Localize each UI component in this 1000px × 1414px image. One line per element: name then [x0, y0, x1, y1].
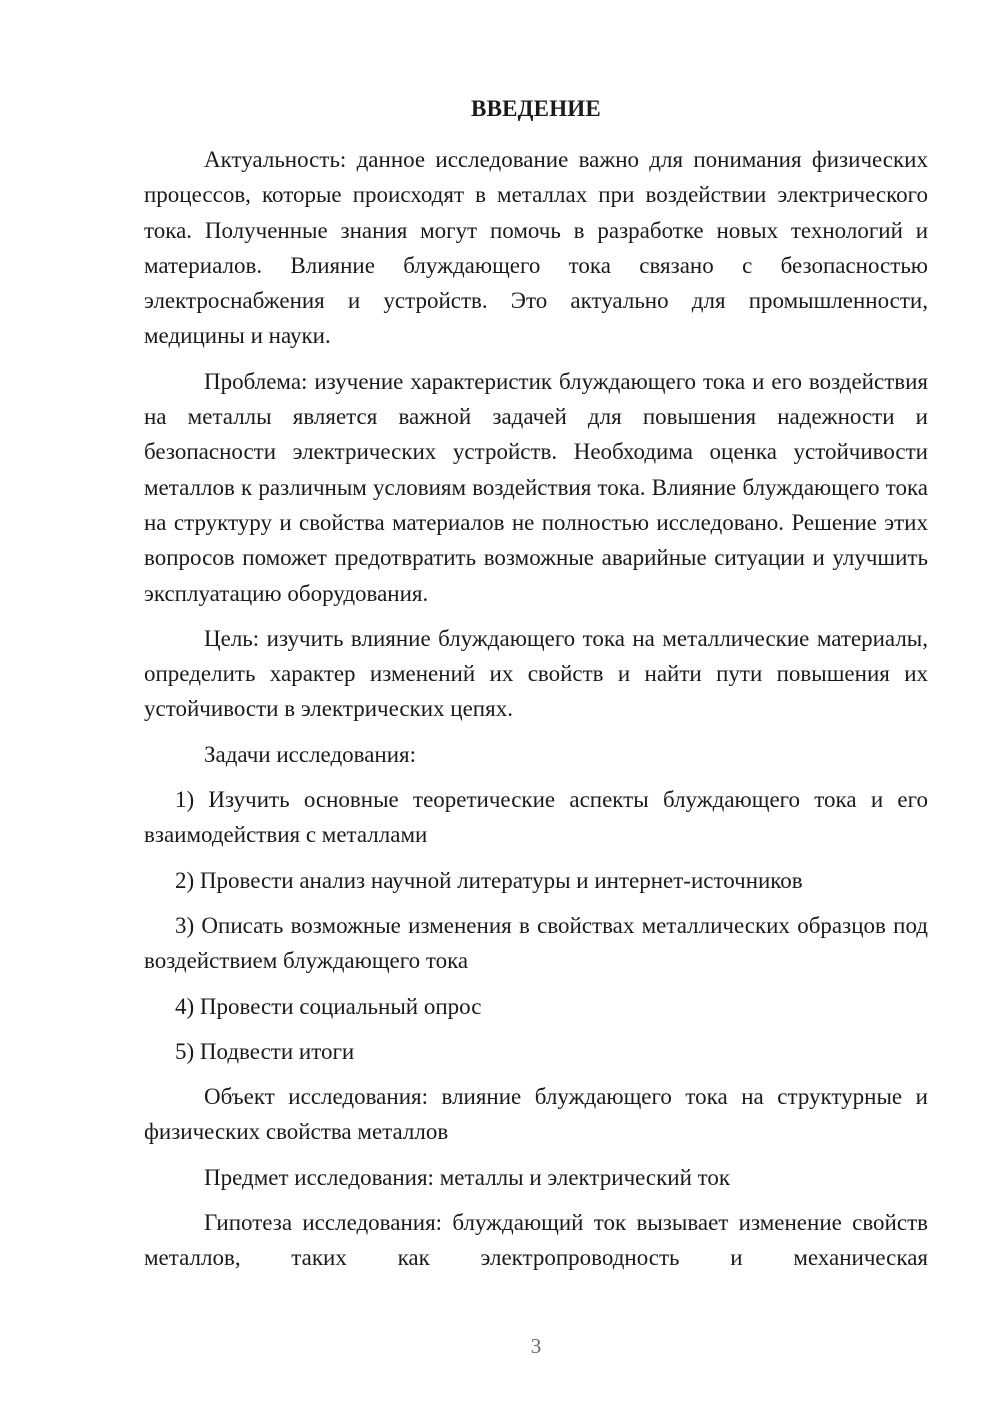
tasks-title: Задачи исследования: [204, 741, 417, 767]
task-item: 2) Провести анализ научной литературы и интернет-источников [175, 867, 803, 893]
page-number: 3 [530, 1334, 542, 1358]
object-paragraph: Объект исследования: влияние блуждающего тока на структурные и физических свойства металлов [144, 1084, 928, 1145]
section-heading: ВВЕДЕНИЕ [471, 96, 601, 121]
problem-paragraph: Проблема: изучение характеристик блуждающего тока и его воздействия на металлы является важной задачей для повышения надежности и безопасности электрических устройств. Необходима оценка устойчивости металлов к различным условиям воздействия тока. Влияние блуждающего тока на структуру и свойства материалов не полностью исследовано. Решение этих вопросов поможет предотвратить возможные аварийные ситуации и улучшить эксплуатацию оборудования. [144, 368, 928, 606]
task-item: 1) Изучить основные теоретические аспекты блуждающего тока и его взаимодействия с металлами [144, 787, 928, 848]
goal-paragraph: Цель: изучить влияние блуждающего тока на металлические материалы, определить характер изменений их свойств и найти пути повышения их устойчивости в электрических цепях. [144, 625, 928, 722]
task-item: 4) Провести социальный опрос [175, 993, 482, 1019]
task-item: 5) Подвести итоги [175, 1038, 355, 1064]
relevance-paragraph: Актуальность: данное исследование важно для понимания физических процессов, которые происходят в металлах при воздействии электрического тока. Полученные знания могут помочь в разработке новых технологий и материалов. Влияние блуждающего тока связано с безопасностью электроснабжения и устройств. Это актуально для промышленности, медицины и науки. [144, 147, 928, 349]
document-body [144, 142, 928, 1276]
subject-paragraph: Предмет исследования: металлы и электрический ток [204, 1164, 731, 1190]
hypothesis-paragraph: Гипотеза исследования: блуждающий ток вызывает изменение свойств металлов, таких как электропроводность и механическая [144, 1210, 928, 1271]
task-item: 3) Описать возможные изменения в свойствах металлических образцов под воздействием блуждающего тока [144, 912, 928, 974]
